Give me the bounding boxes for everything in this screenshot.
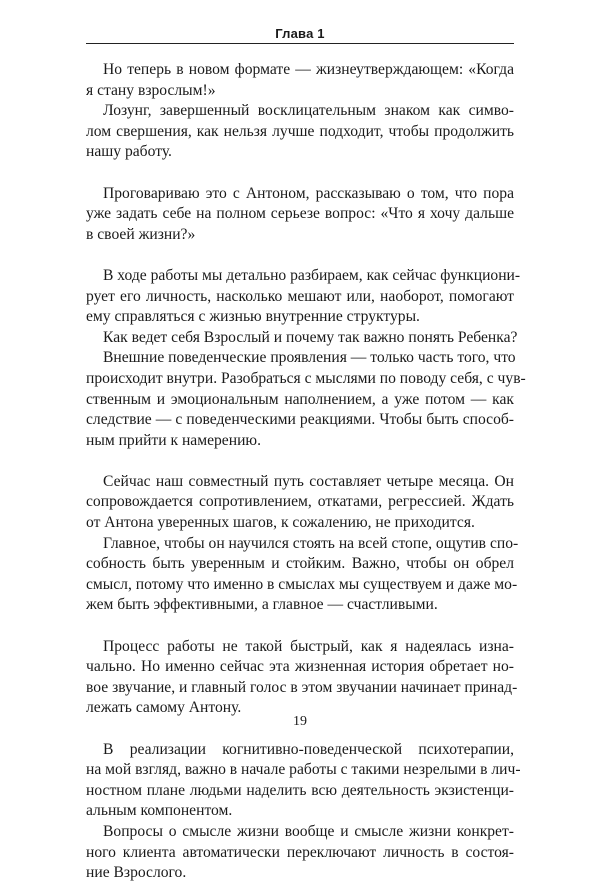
paragraph	[86, 60, 514, 101]
paragraph	[86, 348, 526, 451]
running-head: Глава 1	[275, 26, 325, 41]
header-rule	[86, 43, 514, 44]
paragraph	[86, 472, 514, 534]
text-line: лом свершения, как нельзя лучше подходит, чтобы продолжить	[86, 122, 514, 140]
text-line: от Антона уверенных шагов, к сожалению, не приходится.	[86, 514, 475, 532]
text-line: Сейчас наш совместный путь составляет четыре месяца. Он	[103, 472, 514, 490]
page-number: 19	[293, 714, 307, 729]
text-line: в своей жизни?»	[86, 225, 196, 243]
text-line: В ходе работы мы детально разбираем, как сейчас функциони-	[103, 266, 521, 284]
text-line: вое звучание, и главный голос в этом звучании начинает принад-	[86, 678, 518, 696]
text-line: Вопросы о смысле жизни вообще и смысле жизни конкрет-	[103, 822, 514, 840]
text-line: ного клиента автоматически переключают личность в состоя-	[86, 843, 514, 861]
text-line: на мой взгляд, важно в начале работы с такими незрелыми в лич-	[86, 761, 521, 779]
text-line: следствие — с поведенческими реакциями. Чтобы быть способ-	[86, 411, 514, 429]
body-text	[86, 60, 526, 884]
paragraph	[86, 101, 514, 163]
paragraph	[86, 328, 518, 349]
text-line: Процесс работы не такой быстрый, как я надеялась изна-	[103, 637, 514, 655]
text-line: В реализации когнитивно-поведенческой психотерапии,	[103, 740, 514, 758]
paragraph-spacer	[86, 616, 514, 637]
text-line: Проговариваю это с Антоном, рассказываю о том, что пора	[103, 184, 514, 202]
text-line: сопровождается сопротивлением, откатами, регрессией. Ждать	[86, 493, 514, 511]
paragraph	[86, 740, 521, 822]
text-line: уже задать себе на полном серьезе вопрос: «Что я хочу дальше	[86, 205, 514, 223]
paragraph	[86, 534, 519, 616]
text-line: ние Взрослого.	[86, 864, 187, 882]
paragraph-spacer	[86, 163, 514, 184]
text-line: Как ведет себя Взрослый и почему так важно понять Ребенка?	[103, 328, 518, 346]
text-line: жем быть эффективными, а главное — счастливыми.	[86, 596, 438, 614]
text-line: ностном плане людьми наделить всю деятельность экзистенци-	[86, 781, 514, 799]
text-line: ственным и эмоциональным наполнением, а уже потом — как	[86, 390, 514, 408]
paragraph-spacer	[86, 451, 514, 472]
text-line: ему справляться с жизнью внутренние структуры.	[86, 308, 420, 326]
text-line: Главное, чтобы он научился стоять на всей стопе, ощутив спо-	[103, 534, 519, 552]
text-line: альным компонентом.	[86, 802, 233, 820]
paragraph	[86, 822, 514, 884]
text-line: чально. Но именно сейчас эта жизненная история обретает но-	[86, 658, 514, 676]
text-line: Но теперь в новом формате — жизнеутверждающем: «Когда	[103, 61, 514, 78]
text-line: смысл, потому что именно в смыслах мы существуем и даже мо-	[86, 575, 518, 593]
text-line: Лозунг, завершенный восклицательным знаком как симво-	[103, 102, 514, 120]
paragraph	[86, 266, 521, 328]
text-line: ным прийти к намерению.	[86, 431, 261, 449]
text-line: собность быть уверенным и стойким. Важно, чтобы он обрел	[86, 555, 514, 573]
paragraph-spacer	[86, 245, 514, 266]
text-line: лежать самому Антону.	[86, 699, 242, 717]
text-line: Внешние поведенческие проявления — только часть того, что	[103, 349, 516, 367]
text-line: происходит внутри. Разобраться с мыслями по поводу себя, с чув-	[86, 369, 526, 387]
text-line: нашу работу.	[86, 143, 172, 161]
text-line: рует его личность, насколько мешают или, наоборот, помогают	[86, 287, 514, 305]
paragraph	[86, 184, 514, 246]
paragraph	[86, 637, 518, 719]
text-line: я стану взрослым!»	[86, 81, 216, 99]
